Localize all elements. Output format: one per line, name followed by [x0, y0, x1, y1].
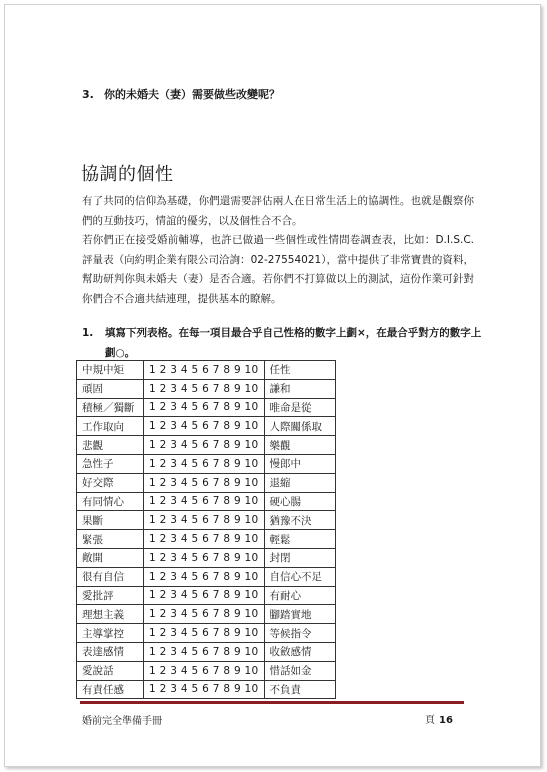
trait-left: 敞開	[77, 548, 144, 567]
table-row	[77, 642, 336, 661]
table-row	[77, 548, 336, 567]
trait-right: 收斂感情	[264, 642, 335, 661]
trait-right: 退縮	[264, 473, 335, 492]
trait-right: 封閉	[264, 548, 335, 567]
rating-scale[interactable]: 1 2 3 4 5 6 7 8 9 10	[144, 624, 265, 643]
rating-scale[interactable]: 1 2 3 4 5 6 7 8 9 10	[144, 661, 265, 680]
trait-left: 理想主義	[77, 605, 144, 624]
question-3	[82, 86, 280, 102]
rating-scale[interactable]: 1 2 3 4 5 6 7 8 9 10	[144, 361, 265, 380]
footer-book-title: 婚前完全準備手冊	[82, 716, 162, 727]
trait-right: 唯命是從	[264, 398, 335, 417]
trait-left: 急性子	[77, 454, 144, 473]
trait-right: 不負責	[264, 680, 335, 699]
trait-left: 積極／獨斷	[77, 398, 144, 417]
table-row	[77, 680, 336, 699]
trait-left: 表達感情	[77, 642, 144, 661]
trait-left: 緊張	[77, 530, 144, 549]
footer-rule	[80, 701, 464, 704]
rating-scale[interactable]: 1 2 3 4 5 6 7 8 9 10	[144, 454, 265, 473]
table-row	[77, 361, 336, 380]
rating-scale[interactable]: 1 2 3 4 5 6 7 8 9 10	[144, 605, 265, 624]
trait-left: 有同情心	[77, 492, 144, 511]
trait-right: 腳踏實地	[264, 605, 335, 624]
trait-left: 很有自信	[77, 567, 144, 586]
rating-scale[interactable]: 1 2 3 4 5 6 7 8 9 10	[144, 417, 265, 436]
table-row	[77, 492, 336, 511]
rating-scale[interactable]: 1 2 3 4 5 6 7 8 9 10	[144, 642, 265, 661]
trait-left: 工作取向	[77, 417, 144, 436]
rating-scale[interactable]: 1 2 3 4 5 6 7 8 9 10	[144, 492, 265, 511]
rating-scale[interactable]: 1 2 3 4 5 6 7 8 9 10	[144, 680, 265, 699]
question-number: 3.	[82, 88, 94, 101]
trait-left: 好交際	[77, 473, 144, 492]
paragraph-disc: 若你們正在接受婚前輔導，也許已做過一些個性或性情問卷調查表，比如：D.I.S.C.評量表（向約明企業有限公司洽詢：02-27554021），當中提供了非常寶貴的資料，幫助研判你與未婚夫（妻）是否合適。若你們不打算做以上的測試，這份作業可針對你們合不合適共結連理，提供基本的瞭解。	[82, 234, 474, 305]
footer-page	[425, 711, 453, 726]
instruction-item-1	[82, 323, 482, 363]
table-row	[77, 454, 336, 473]
trait-left: 頑固	[77, 379, 144, 398]
trait-right: 硬心腸	[264, 492, 335, 511]
table-row	[77, 436, 336, 455]
trait-right: 樂觀	[264, 436, 335, 455]
item-number: 1.	[82, 327, 94, 339]
item-text: 填寫下列表格。在每一項目最合乎自己性格的數字上劃×，在最合乎對方的數字上劃○。	[105, 327, 482, 359]
trait-right: 惜話如金	[264, 661, 335, 680]
question-text: 你的未婚夫（妻）需要做些改變呢？	[104, 88, 280, 101]
trait-right: 任性	[264, 361, 335, 380]
trait-right: 慢郎中	[264, 454, 335, 473]
page-number: 16	[439, 715, 453, 726]
trait-right: 謙和	[264, 379, 335, 398]
table-row	[77, 398, 336, 417]
table-row	[77, 511, 336, 530]
trait-right: 等候指令	[264, 624, 335, 643]
paragraph-intro: 有了共同的信仰為基礎，你們還需要評估兩人在日常生活上的協調性。也就是觀察你們的互動技巧，情誼的優劣，以及個性合不合。	[82, 195, 474, 227]
trait-left: 中規中矩	[77, 361, 144, 380]
trait-right: 自信心不足	[264, 567, 335, 586]
table-row	[77, 661, 336, 680]
rating-scale[interactable]: 1 2 3 4 5 6 7 8 9 10	[144, 511, 265, 530]
trait-left: 有責任感	[77, 680, 144, 699]
table-row	[77, 624, 336, 643]
trait-left: 愛說話	[77, 661, 144, 680]
trait-right: 有耐心	[264, 586, 335, 605]
table-row	[77, 586, 336, 605]
trait-right: 人際關係取	[264, 417, 335, 436]
rating-scale[interactable]: 1 2 3 4 5 6 7 8 9 10	[144, 530, 265, 549]
table-row	[77, 379, 336, 398]
trait-left: 愛批評	[77, 586, 144, 605]
rating-scale[interactable]: 1 2 3 4 5 6 7 8 9 10	[144, 379, 265, 398]
table-row	[77, 605, 336, 624]
table-row	[77, 530, 336, 549]
rating-scale[interactable]: 1 2 3 4 5 6 7 8 9 10	[144, 398, 265, 417]
rating-scale[interactable]: 1 2 3 4 5 6 7 8 9 10	[144, 548, 265, 567]
table-row	[77, 473, 336, 492]
section-title: 協調的個性	[81, 164, 174, 185]
trait-rating-table	[76, 360, 336, 699]
table-row	[77, 567, 336, 586]
trait-left: 悲觀	[77, 436, 144, 455]
rating-scale[interactable]: 1 2 3 4 5 6 7 8 9 10	[144, 586, 265, 605]
trait-right: 猶豫不決	[264, 511, 335, 530]
trait-left: 果斷	[77, 511, 144, 530]
rating-scale[interactable]: 1 2 3 4 5 6 7 8 9 10	[144, 436, 265, 455]
rating-scale[interactable]: 1 2 3 4 5 6 7 8 9 10	[144, 567, 265, 586]
table-row	[77, 417, 336, 436]
rating-scale[interactable]: 1 2 3 4 5 6 7 8 9 10	[144, 473, 265, 492]
trait-right: 輕鬆	[264, 530, 335, 549]
page-label: 頁	[425, 715, 435, 726]
trait-left: 主導掌控	[77, 624, 144, 643]
